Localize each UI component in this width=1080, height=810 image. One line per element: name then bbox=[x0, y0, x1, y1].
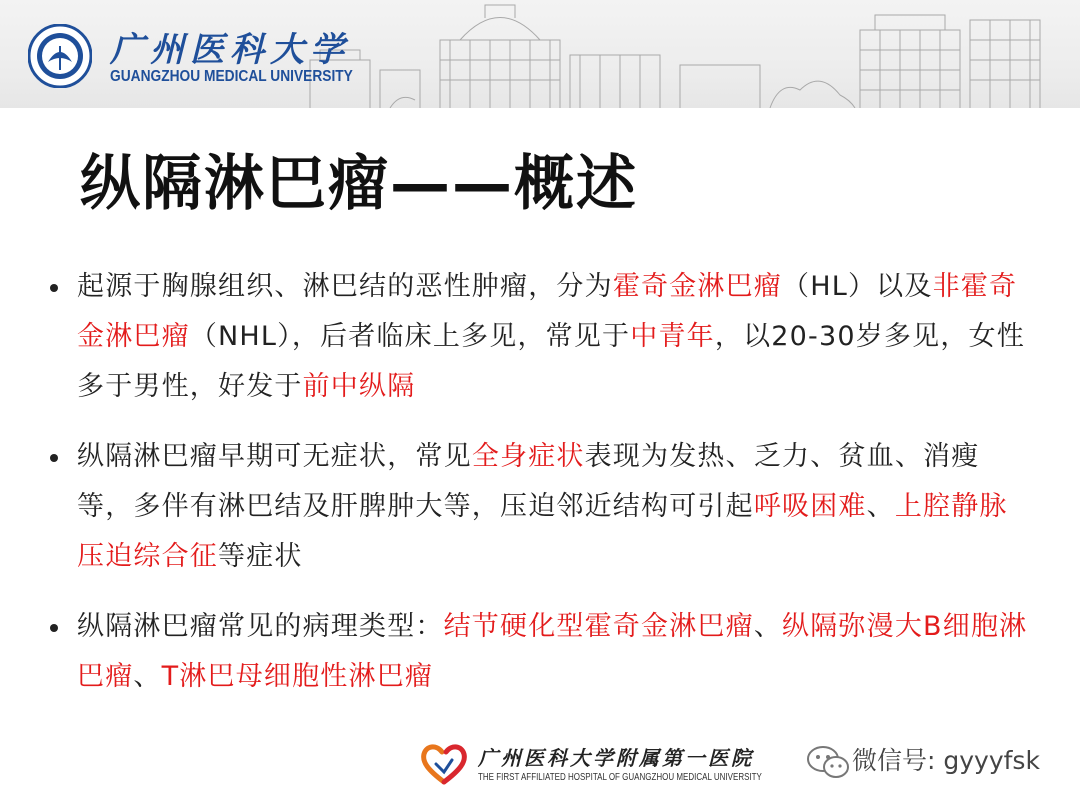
slide-title: 纵隔淋巴瘤——概述 bbox=[80, 149, 638, 219]
bullet-dot bbox=[50, 284, 58, 292]
text-segment: （NHL），后者临床上多见，常见于 bbox=[189, 321, 631, 352]
highlight-segment: 中青年 bbox=[630, 321, 715, 352]
bullet-list bbox=[50, 262, 1035, 722]
highlight-segment: 非霍奇金淋巴瘤 bbox=[77, 271, 1018, 352]
highlight-segment: 前中纵隔 bbox=[302, 371, 416, 402]
text-segment: 表现为发热、乏力、贫血、消瘦等，多伴有淋巴结及肝脾肿大等，压迫邻近结构可引起 bbox=[77, 441, 980, 522]
header-banner bbox=[0, 0, 1080, 108]
hospital-name-cn: 广州医科大学附属第一医院 bbox=[478, 746, 754, 770]
bullet-item bbox=[50, 432, 1035, 582]
text-segment: 起源于胸腺组织、淋巴结的恶性肿瘤，分为 bbox=[77, 271, 613, 302]
text-segment: 、 bbox=[133, 661, 162, 692]
text-segment: 纵隔淋巴瘤早期可无症状，常见 bbox=[77, 441, 472, 472]
highlight-segment: 呼吸困难 bbox=[753, 491, 867, 522]
text-segment: 等症状 bbox=[218, 541, 303, 572]
bullet-dot bbox=[50, 454, 58, 462]
text-segment: 、 bbox=[753, 611, 783, 642]
bullet-item bbox=[50, 602, 1035, 702]
bullet-text bbox=[77, 441, 1008, 572]
bullet-dot bbox=[50, 624, 58, 632]
text-segment: 、 bbox=[866, 491, 895, 522]
text-segment: 纵隔淋巴瘤常见的病理类型： bbox=[77, 611, 444, 642]
hospital-heart-logo-icon bbox=[418, 742, 470, 786]
bullet-item bbox=[50, 262, 1035, 412]
text-segment: （HL）以及 bbox=[782, 271, 933, 302]
campus-building-sketch bbox=[300, 0, 1080, 108]
hospital-name-en: THE FIRST AFFILIATED HOSPITAL OF GUANGZHOU MEDICAL UNIVERSITY bbox=[478, 772, 762, 783]
highlight-segment: 结节硬化型霍奇金淋巴瘤 bbox=[443, 611, 754, 642]
text-segment: ，以20-30岁多见，女性多于男性，好发于 bbox=[77, 321, 1025, 402]
wechat-account-label: 微信号: gyyyfsk bbox=[852, 746, 1040, 775]
wechat-icon bbox=[806, 745, 850, 779]
bullet-text bbox=[77, 611, 1027, 692]
highlight-segment: 全身症状 bbox=[471, 441, 585, 472]
bullet-text bbox=[77, 271, 1025, 402]
highlight-segment: T淋巴母细胞性淋巴瘤 bbox=[161, 661, 434, 692]
university-seal-icon bbox=[28, 24, 92, 88]
highlight-segment: 纵隔弥漫大B细胞淋巴瘤 bbox=[77, 611, 1028, 692]
highlight-segment: 霍奇金淋巴瘤 bbox=[612, 271, 783, 302]
university-name-en: GUANGZHOU MEDICAL UNIVERSITY bbox=[110, 68, 353, 85]
university-name-cn: 广州医科大学 bbox=[110, 30, 350, 70]
highlight-segment: 上腔静脉压迫综合征 bbox=[77, 491, 1008, 572]
